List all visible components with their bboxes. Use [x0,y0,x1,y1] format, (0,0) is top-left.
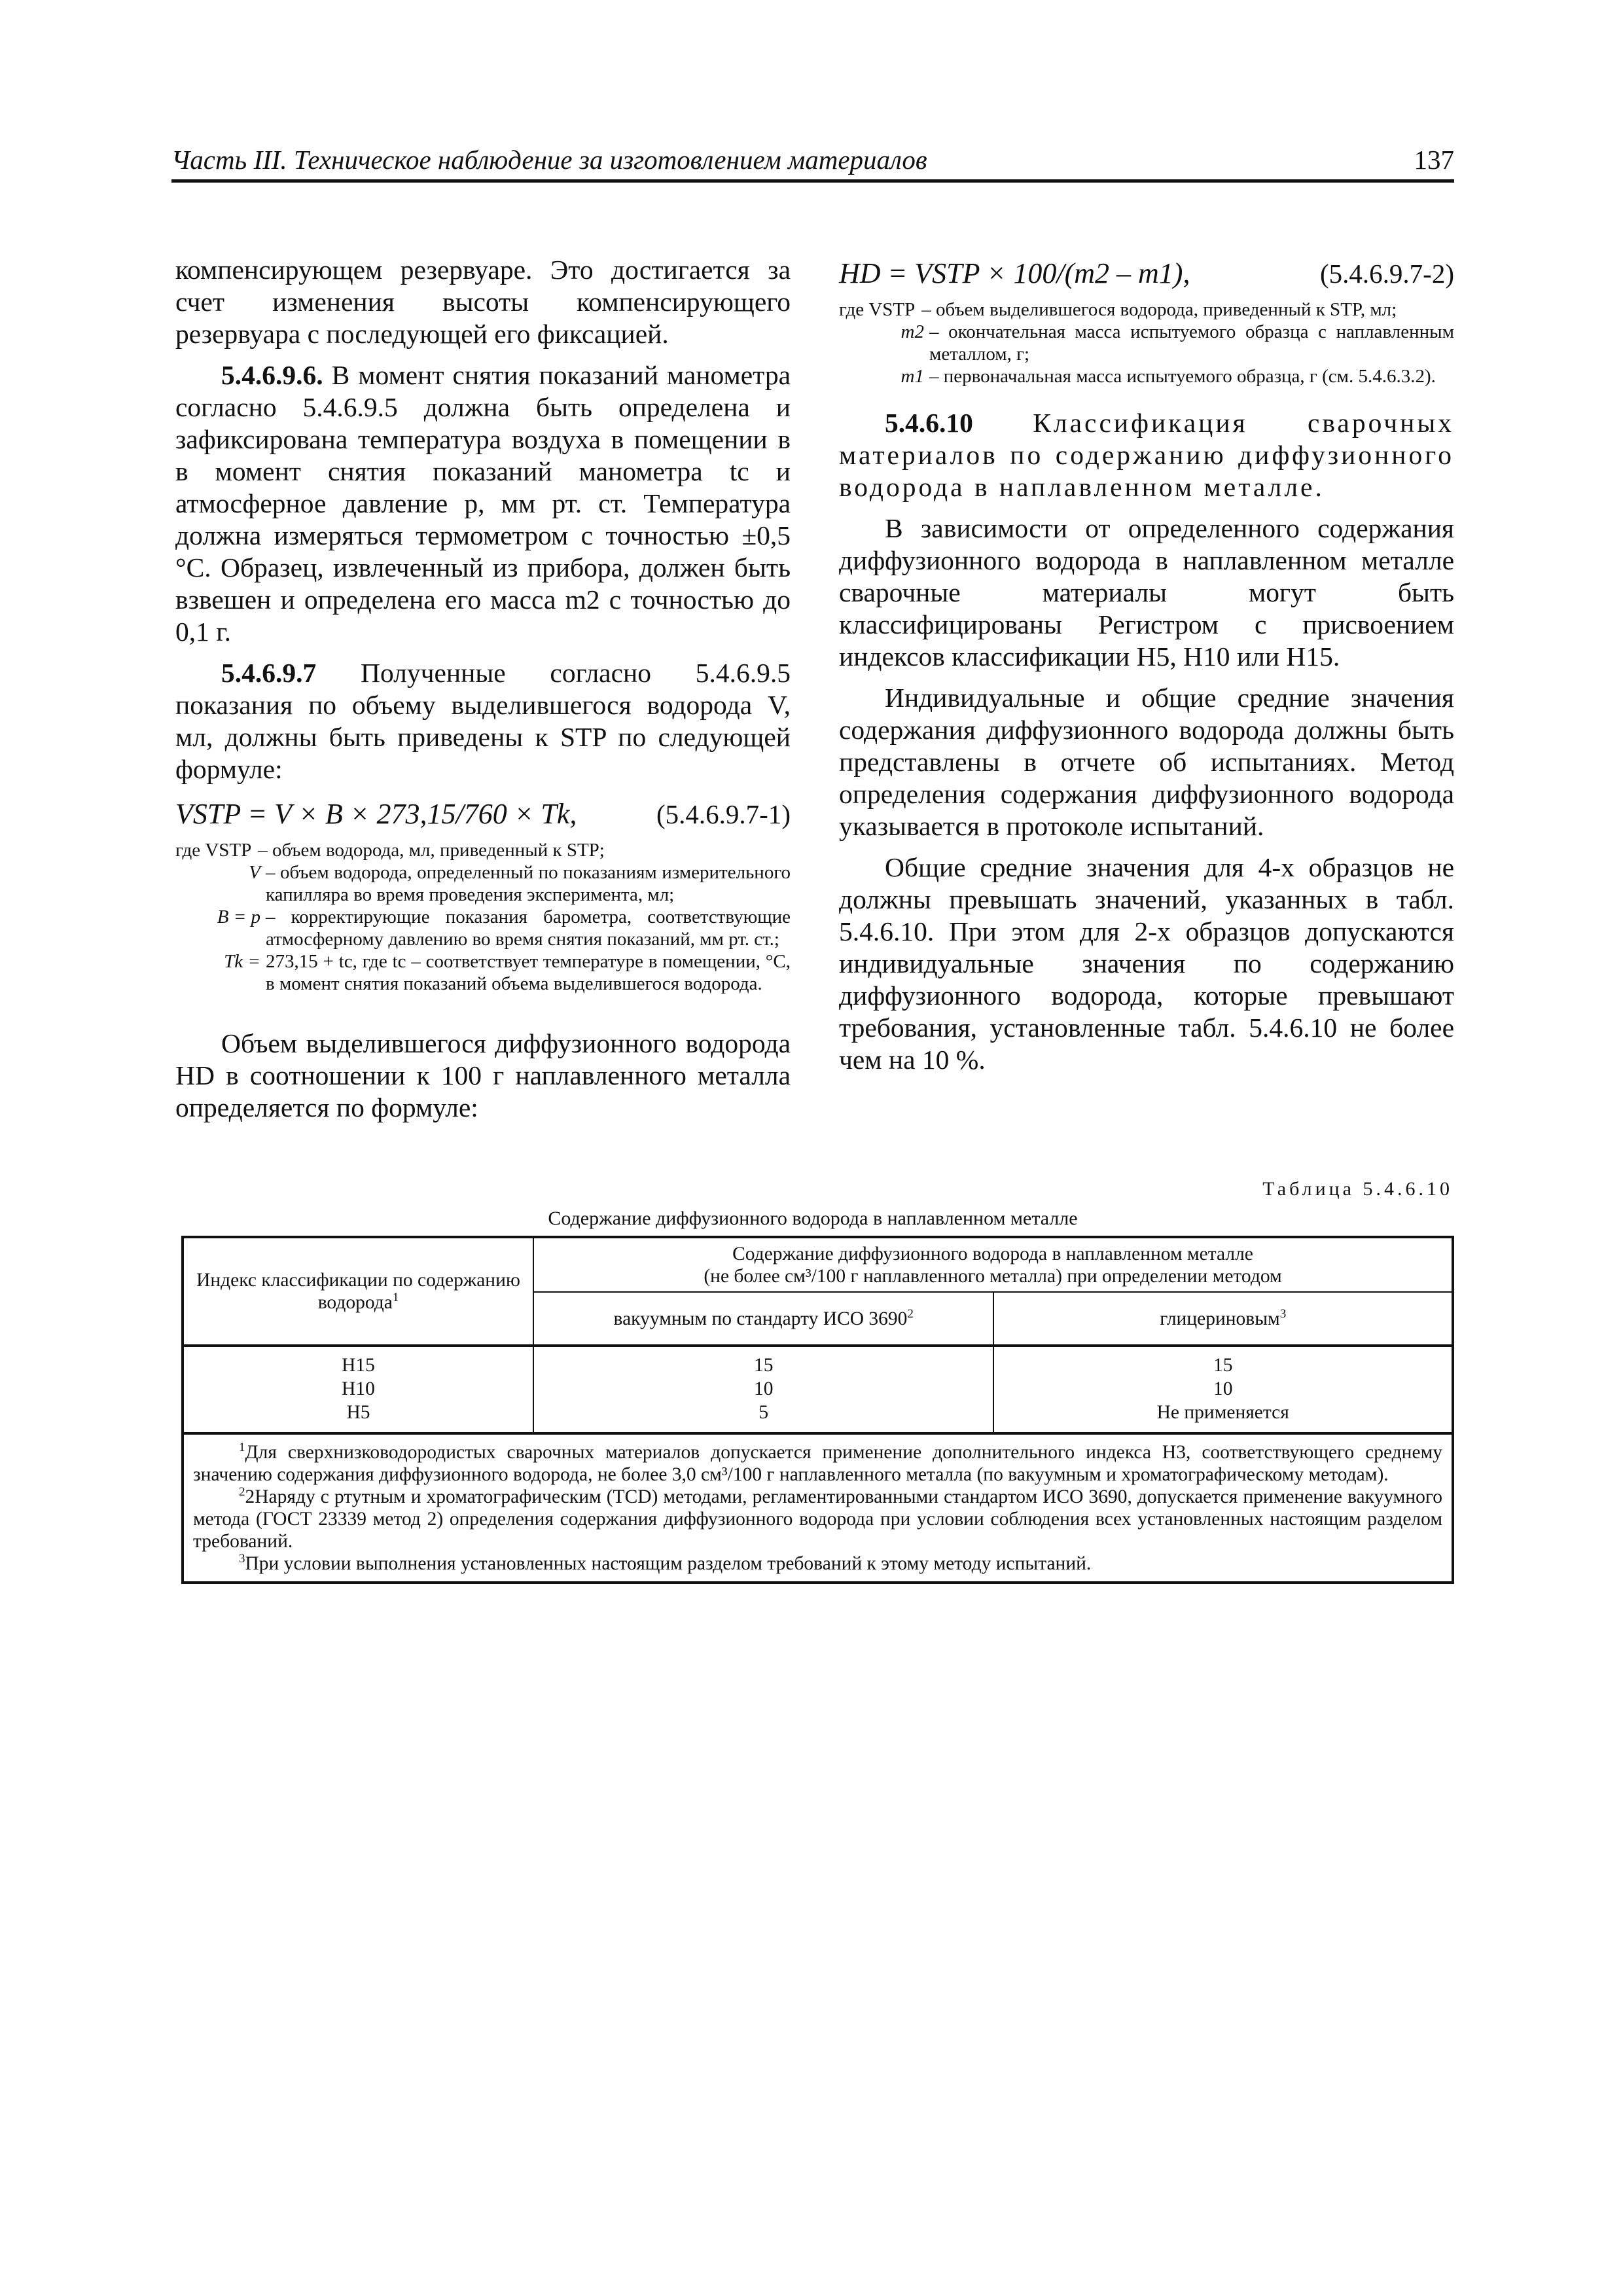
legend-row [839,321,1454,365]
paragraph-reporting: Индивидуальные и общие средние значения содержания диффузионного водорода должны быть представлены в отчете об испытаниях. Метод определения содержания диффузионного водорода указывается в протоколе испытаний. [839,683,1454,841]
clause-text: В момент снятия показаний манометра согласно 5.4.6.9.5 должна быть определена и зафиксирована температура воздуха в помещении в в момент снятия показаний манометра tc и атмосферное давление p, мм рт. ст. Температура должна измеряться термометром с точностью ±0,5 °C. Образец, извлеченный из прибора, должен быть взвешен и определена его масса m2 с точностью до 0,1 г. [175,360,791,647]
running-header-title: Часть III. Техническое наблюдение за изготовлением материалов [171,145,927,175]
legend-symbol: B = p [217,906,260,927]
header-glycerin-method: глицериновым$^3$ [993,1292,1453,1346]
running-header [171,143,1454,183]
table-cell: 5 [758,1402,769,1423]
footnote-1: $^1$Для сверхнизководородистых сварочных материалов допускается применение дополнительного индекса H3, соответствующего среднему значению содержания диффузионного водорода, не более 3,0 см³/100 г наплавленного металла (по вакуумным и хроматографическому методам). [193,1441,1442,1485]
header-hydrogen-content-group: Содержание диффузионного водорода в наплавленном металле (не более см³/100 г наплавленного металла) при определении методом [533,1237,1453,1292]
formula-2-expression: HD = VSTP × 100/(m2 – m1), [839,257,1190,289]
legend-symbol: где VSTP [175,840,252,861]
header-vacuum-method: вакуумным по стандарту ИСО 3690$^2$ [533,1292,993,1346]
legend-row [839,298,1454,321]
clause-text: Полученные согласно 5.4.6.9.5 показания по объему выделившегося водорода V, мл, должны быть приведены к STP по следующей формуле: [175,658,791,784]
formula-2 [839,254,1454,293]
legend-description: – объем водорода, мл, приведенный к STP; [258,840,605,861]
formula-1 [175,795,791,834]
paragraph-classification: В зависимости от определенного содержания диффузионного водорода в наплавленном металле сварочные материалы могут быть классифицированы Регистром с присвоением индексов классификации H5, H10 или H15. [839,513,1454,672]
left-column [175,254,791,1124]
paragraph-5-4-6-9-7 [175,657,791,785]
formula-1-legend [175,839,791,995]
legend-symbol: m2 [901,321,924,342]
legend-description: – первоначальная масса испытуемого образца, г (см. 5.4.6.3.2). [929,366,1436,387]
legend-symbol: m1 [901,366,924,387]
column-vacuum-values [533,1346,993,1433]
hydrogen-classification-table [181,1236,1454,1584]
paragraph-5-4-6-9-6 [175,359,791,648]
clause-number: 5.4.6.10 [885,408,973,438]
legend-description: 273,15 + tc, где tc – соответствует температуре в помещении, °C, в момент снятия показаний объема выделившегося водорода. [266,951,791,994]
table-cell: 15 [1213,1355,1233,1376]
legend-description: – окончательная масса испытуемого образца с наплавленным металлом, г; [929,321,1454,365]
right-column [839,254,1454,1076]
legend-row [175,950,791,995]
header-classification-index: Индекс классификации по содержанию водорода$^1$ [183,1237,533,1346]
clause-number: 5.4.6.9.7 [221,658,317,688]
table-footnotes [183,1433,1453,1583]
table-cell: H5 [346,1402,370,1423]
legend-description: – объем водорода, определенный по показаниям измерительного капилляра во время проведения эксперимента, мл; [266,862,791,905]
footnote-2: $^2$2Наряду с ртутным и хроматографическим (TCD) методами, регламентированными стандартом ИСО 3690, допускается применение вакуумного метода (ГОСТ 23339 метод 2) определения содержания диффузионного водорода при условии соблюдения всех установленных настоящим разделом требований. [193,1485,1442,1552]
clause-number: 5.4.6.9.6. [221,360,323,390]
paragraph-average-values: Общие средние значения для 4-х образцов не должны превышать значений, указанных в табл. 5.4.6.10. При этом для 2-х образцов допускаются индивидуальные значения по содержанию диффузионного водорода, которые превышают требования, установленные табл. 5.4.6.10 не более чем на 10 %. [839,852,1454,1075]
formula-2-number: (5.4.6.9.7-2) [1320,259,1454,289]
legend-symbol: V [249,862,260,883]
legend-row [839,365,1454,387]
legend-symbol: Tk = [224,951,260,972]
table-cell: Не применяется [1156,1402,1289,1423]
legend-row [175,861,791,906]
legend-row [175,906,791,950]
legend-description: – объем выделившегося водорода, приведенный к STP, мл; [921,299,1397,320]
table-cell: 10 [1213,1378,1233,1399]
legend-description: – корректирующие показания барометра, соответствующие атмосферному давлению во время снятия показаний, мм рт. ст.; [266,906,791,950]
paragraph-hd-intro: Объем выделившегося диффузионного водорода HD в соотношении к 100 г наплавленного металла определяется по формуле: [175,1028,791,1122]
column-index-values [183,1346,533,1433]
formula-1-expression: VSTP = V × B × 273,15/760 × Tk, [175,798,577,830]
table-cell: H15 [342,1355,375,1376]
legend-symbol: где VSTP [839,299,916,320]
paragraph-5-4-6-10 [839,407,1454,503]
formula-2-legend [839,298,1454,387]
table-cell: H10 [342,1378,375,1399]
table-cell: 10 [753,1378,774,1399]
table-title: Содержание диффузионного водорода в наплавленном металле [548,1208,1078,1229]
table-cell: 15 [753,1355,774,1376]
paragraph-continuation: компенсирующем резервуаре. Это достигается за счет изменения высоты компенсирующего резервуара с последующей его фиксацией. [175,255,791,349]
formula-1-number: (5.4.6.9.7-1) [656,799,791,829]
clause-text: Классификация сварочных материалов по содержанию диффузионного водорода в наплавленном металле. [839,408,1454,502]
page-number: 137 [1414,145,1454,175]
legend-row [175,839,791,861]
column-glycerin-values [993,1346,1453,1433]
footnote-3: $^3$При условии выполнения установленных настоящим разделом требований к этому методу испытаний. [239,1552,1092,1574]
table-number-label: Таблица 5.4.6.10 [1262,1178,1453,1200]
